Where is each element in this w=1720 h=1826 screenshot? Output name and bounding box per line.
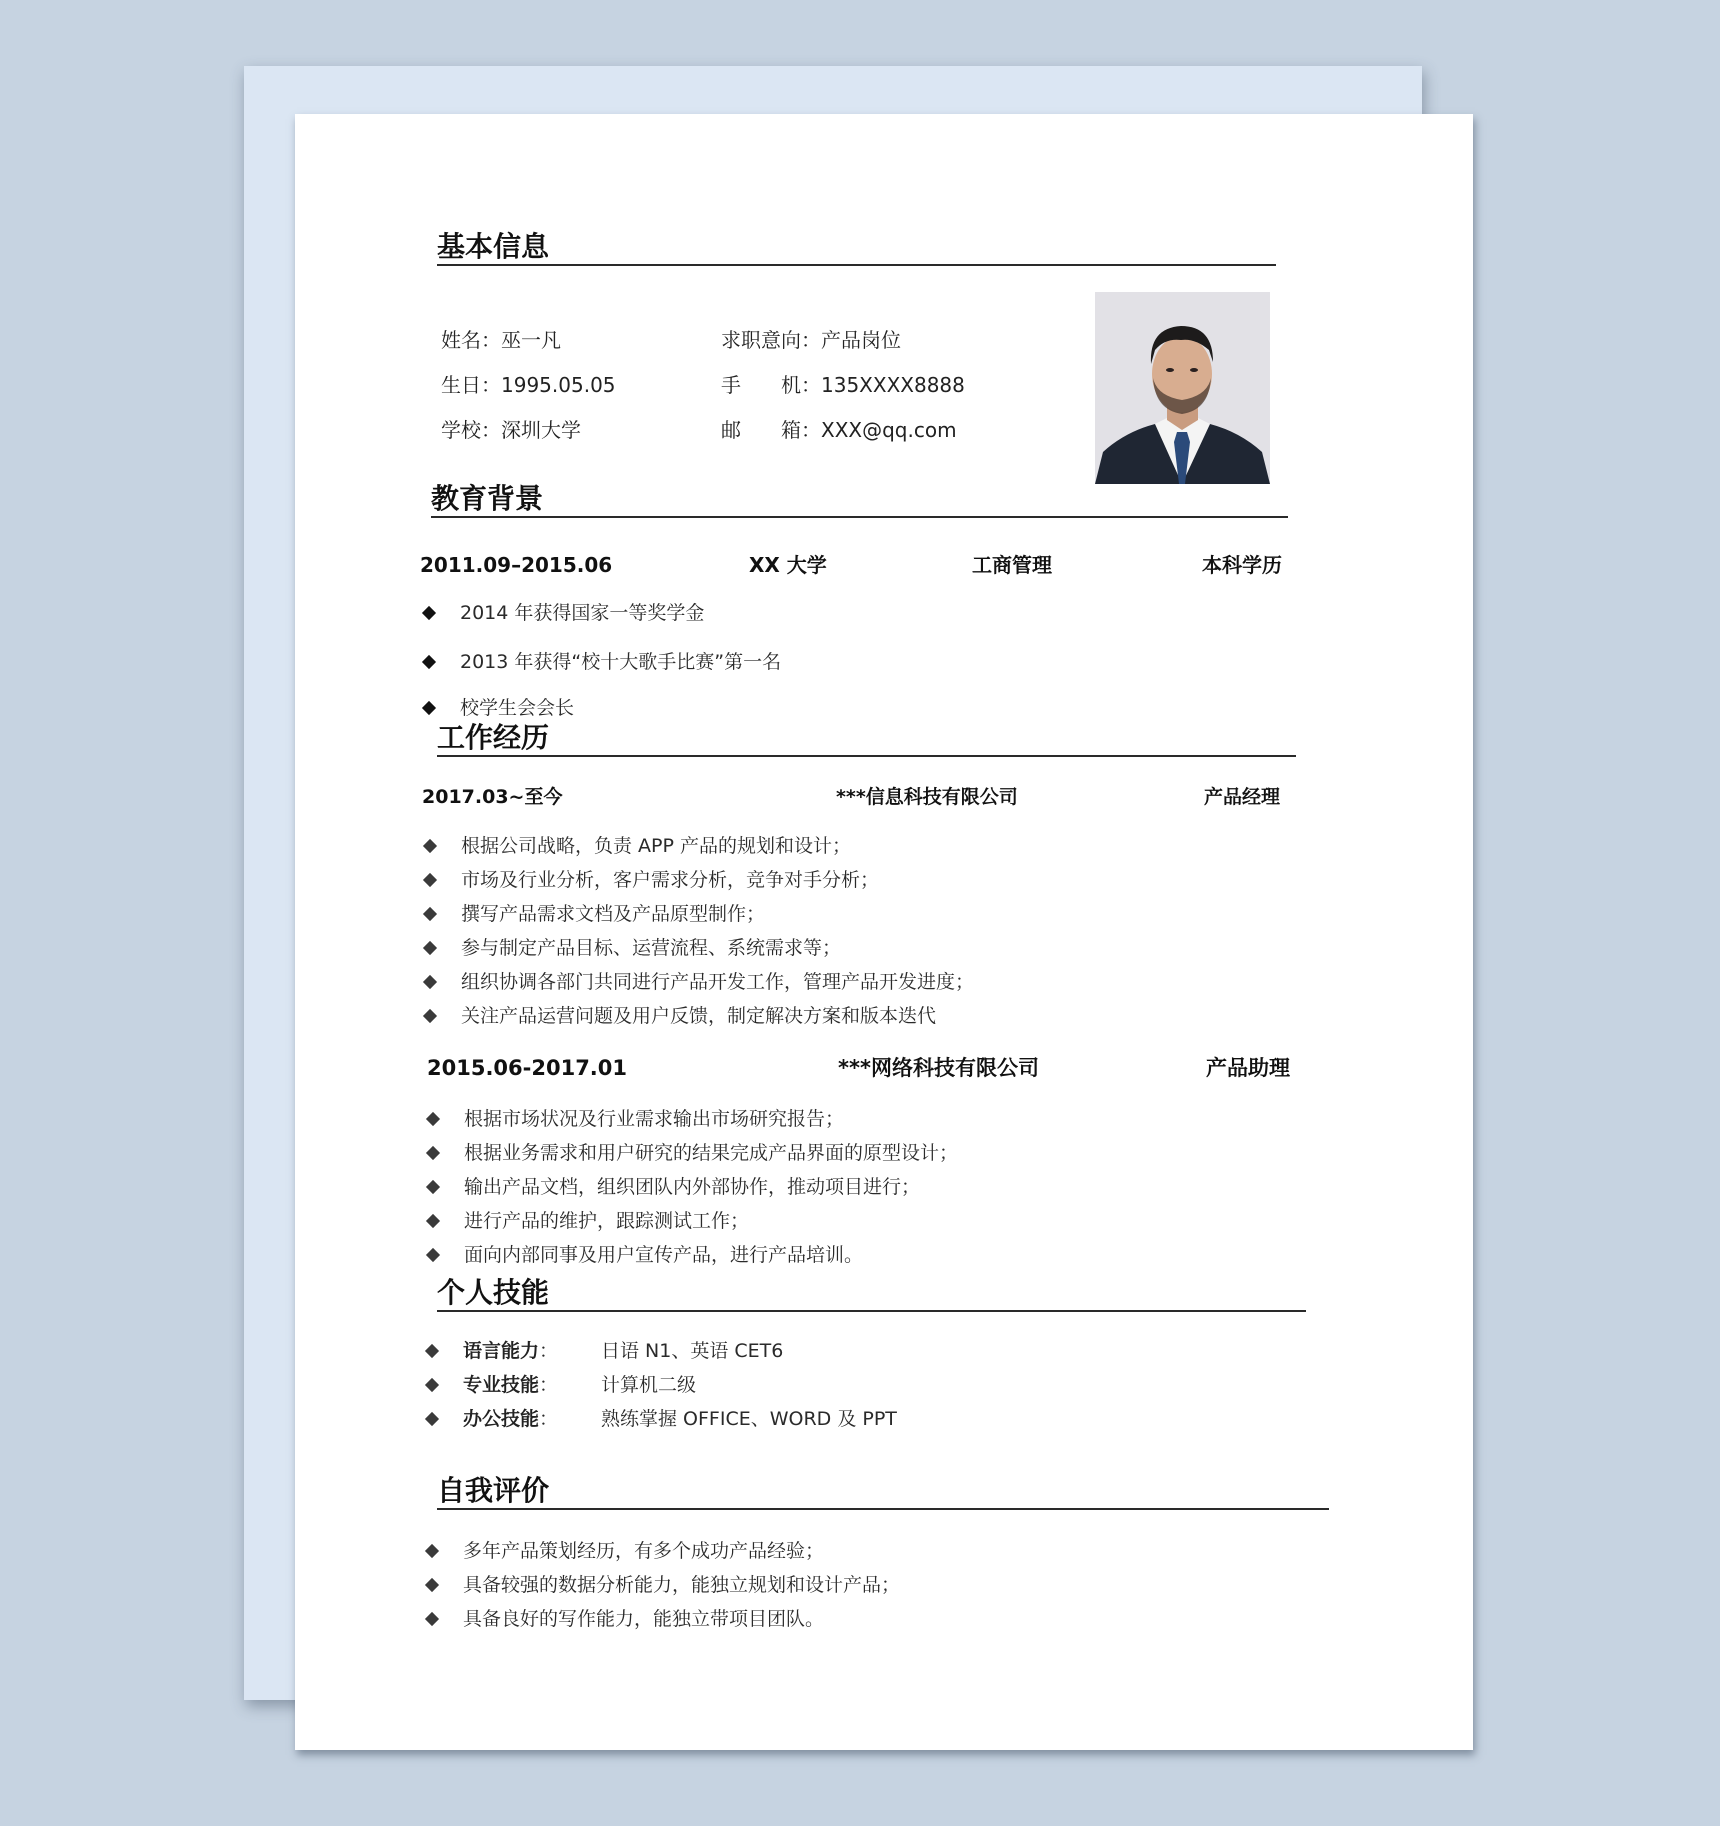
section-title-skills: 个人技能 bbox=[437, 1276, 550, 1309]
field-phone bbox=[721, 373, 965, 397]
field-value: 巫一凡 bbox=[501, 328, 561, 352]
education-item-clipped: 校学生会会长 bbox=[424, 698, 824, 705]
job-position: 产品经理 bbox=[1204, 786, 1281, 808]
diamond-bullet-icon bbox=[423, 1009, 437, 1023]
field-label: 邮 箱： bbox=[721, 418, 821, 442]
section-divider bbox=[437, 1310, 1306, 1312]
person-portrait-icon bbox=[1095, 292, 1270, 484]
education-degree: 本科学历 bbox=[1202, 553, 1282, 577]
job-duty-clipped: 面向内部同事及用户宣传产品，进行产品培训。 bbox=[428, 1243, 1028, 1262]
section-title-self-evaluation: 自我评价 bbox=[437, 1474, 550, 1507]
skill-label: 专业技能 bbox=[463, 1374, 540, 1396]
job-period: 2015.06-2017.01 bbox=[427, 1056, 628, 1080]
field-value: 1995.05.05 bbox=[501, 373, 616, 397]
field-label: 姓名： bbox=[441, 328, 501, 352]
field-job-intention bbox=[721, 328, 901, 352]
field-value: XXX@qq.com bbox=[821, 418, 957, 442]
field-name bbox=[441, 328, 561, 352]
field-school bbox=[441, 418, 581, 442]
section-divider bbox=[437, 1508, 1329, 1510]
section-divider bbox=[431, 516, 1288, 518]
job-company: ***信息科技有限公司 bbox=[836, 786, 1018, 808]
field-label: 手 机： bbox=[721, 373, 821, 397]
education-major: 工商管理 bbox=[972, 553, 1052, 577]
skill-value: 熟练掌握 OFFICE、WORD 及 PPT bbox=[601, 1408, 897, 1430]
education-period: 2011.09–2015.06 bbox=[420, 553, 613, 577]
field-label: 求职意向： bbox=[721, 328, 821, 352]
skill-value: 日语 N1、英语 CET6 bbox=[601, 1340, 784, 1362]
field-value: 135XXXX8888 bbox=[821, 373, 965, 397]
job-company: ***网络科技有限公司 bbox=[838, 1056, 1039, 1080]
section-title-basic-info: 基本信息 bbox=[437, 230, 550, 263]
diamond-bullet-icon bbox=[426, 1248, 440, 1262]
job-period: 2017.03~至今 bbox=[422, 786, 563, 808]
profile-photo bbox=[1095, 292, 1270, 484]
field-value: 深圳大学 bbox=[501, 418, 581, 442]
section-title-work: 工作经历 bbox=[437, 721, 550, 754]
skill-label: 办公技能 bbox=[463, 1408, 540, 1430]
field-value: 产品岗位 bbox=[821, 328, 901, 352]
job-position: 产品助理 bbox=[1206, 1056, 1290, 1080]
education-school: XX 大学 bbox=[749, 553, 827, 577]
skill-label: 语言能力 bbox=[463, 1340, 540, 1362]
field-birthday bbox=[441, 373, 616, 397]
section-divider bbox=[437, 264, 1276, 266]
job-duty-clipped: 关注产品运营问题及用户反馈，制定解决方案和版本迭代 bbox=[425, 1004, 1025, 1022]
field-label: 生日： bbox=[441, 373, 501, 397]
field-email bbox=[721, 418, 957, 442]
section-divider bbox=[437, 755, 1296, 757]
section-title-education: 教育背景 bbox=[431, 482, 544, 515]
field-label: 学校： bbox=[441, 418, 501, 442]
skill-value: 计算机二级 bbox=[601, 1374, 697, 1396]
